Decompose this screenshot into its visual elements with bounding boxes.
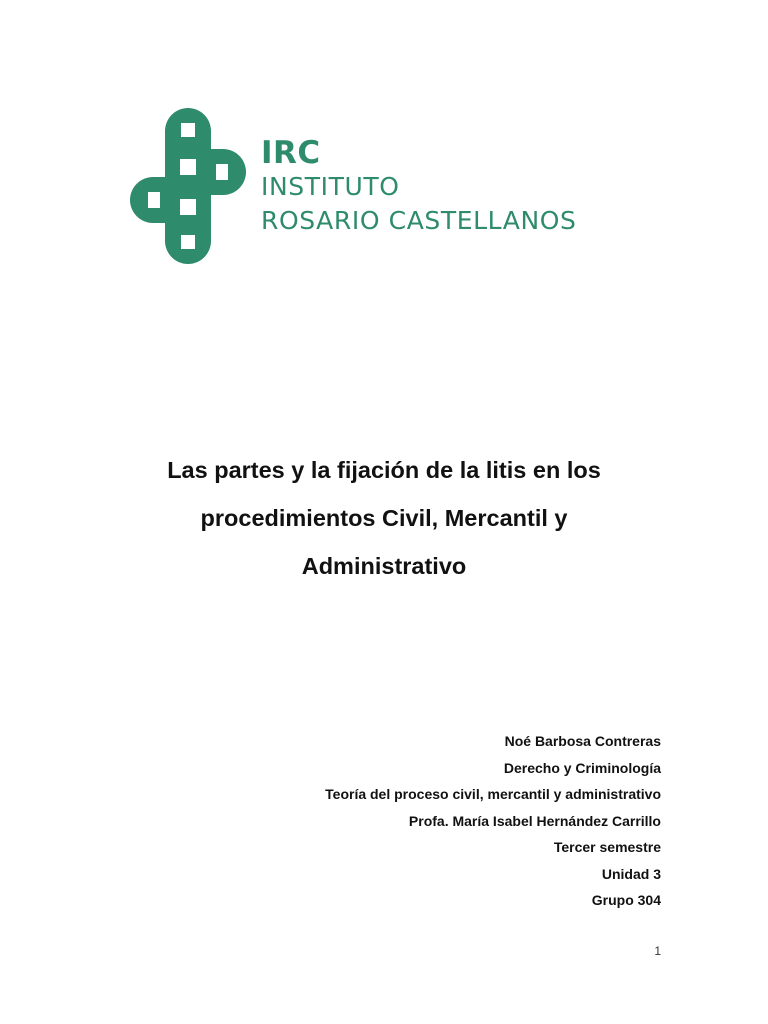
logo-institute-name: ROSARIO CASTELLANOS — [261, 206, 577, 235]
logo-text-block — [261, 136, 577, 238]
title-line-1: Las partes y la fijación de la litis en los — [167, 457, 601, 483]
page-number: 1 — [654, 944, 661, 958]
institute-logo — [130, 108, 610, 266]
logo-abbreviation: IRC — [261, 135, 321, 171]
unit: Unidad 3 — [601, 865, 661, 882]
irc-knot-icon — [130, 108, 246, 264]
title-line-3: Administrativo — [301, 553, 467, 579]
logo-institute-word: INSTITUTO — [261, 172, 400, 201]
group: Grupo 304 — [591, 892, 661, 908]
document-title — [84, 446, 684, 590]
career-name: Derecho y Criminología — [503, 759, 661, 776]
title-line-2: procedimientos Civil, Mercantil y — [200, 505, 568, 531]
professor-name: Profa. María Isabel Hernández Carrillo — [408, 812, 661, 829]
semester: Tercer semestre — [553, 839, 661, 855]
subject-name: Teoría del proceso civil, mercantil y administrativo — [325, 786, 661, 802]
student-name: Noé Barbosa Contreras — [504, 733, 661, 749]
cover-details — [325, 728, 661, 914]
